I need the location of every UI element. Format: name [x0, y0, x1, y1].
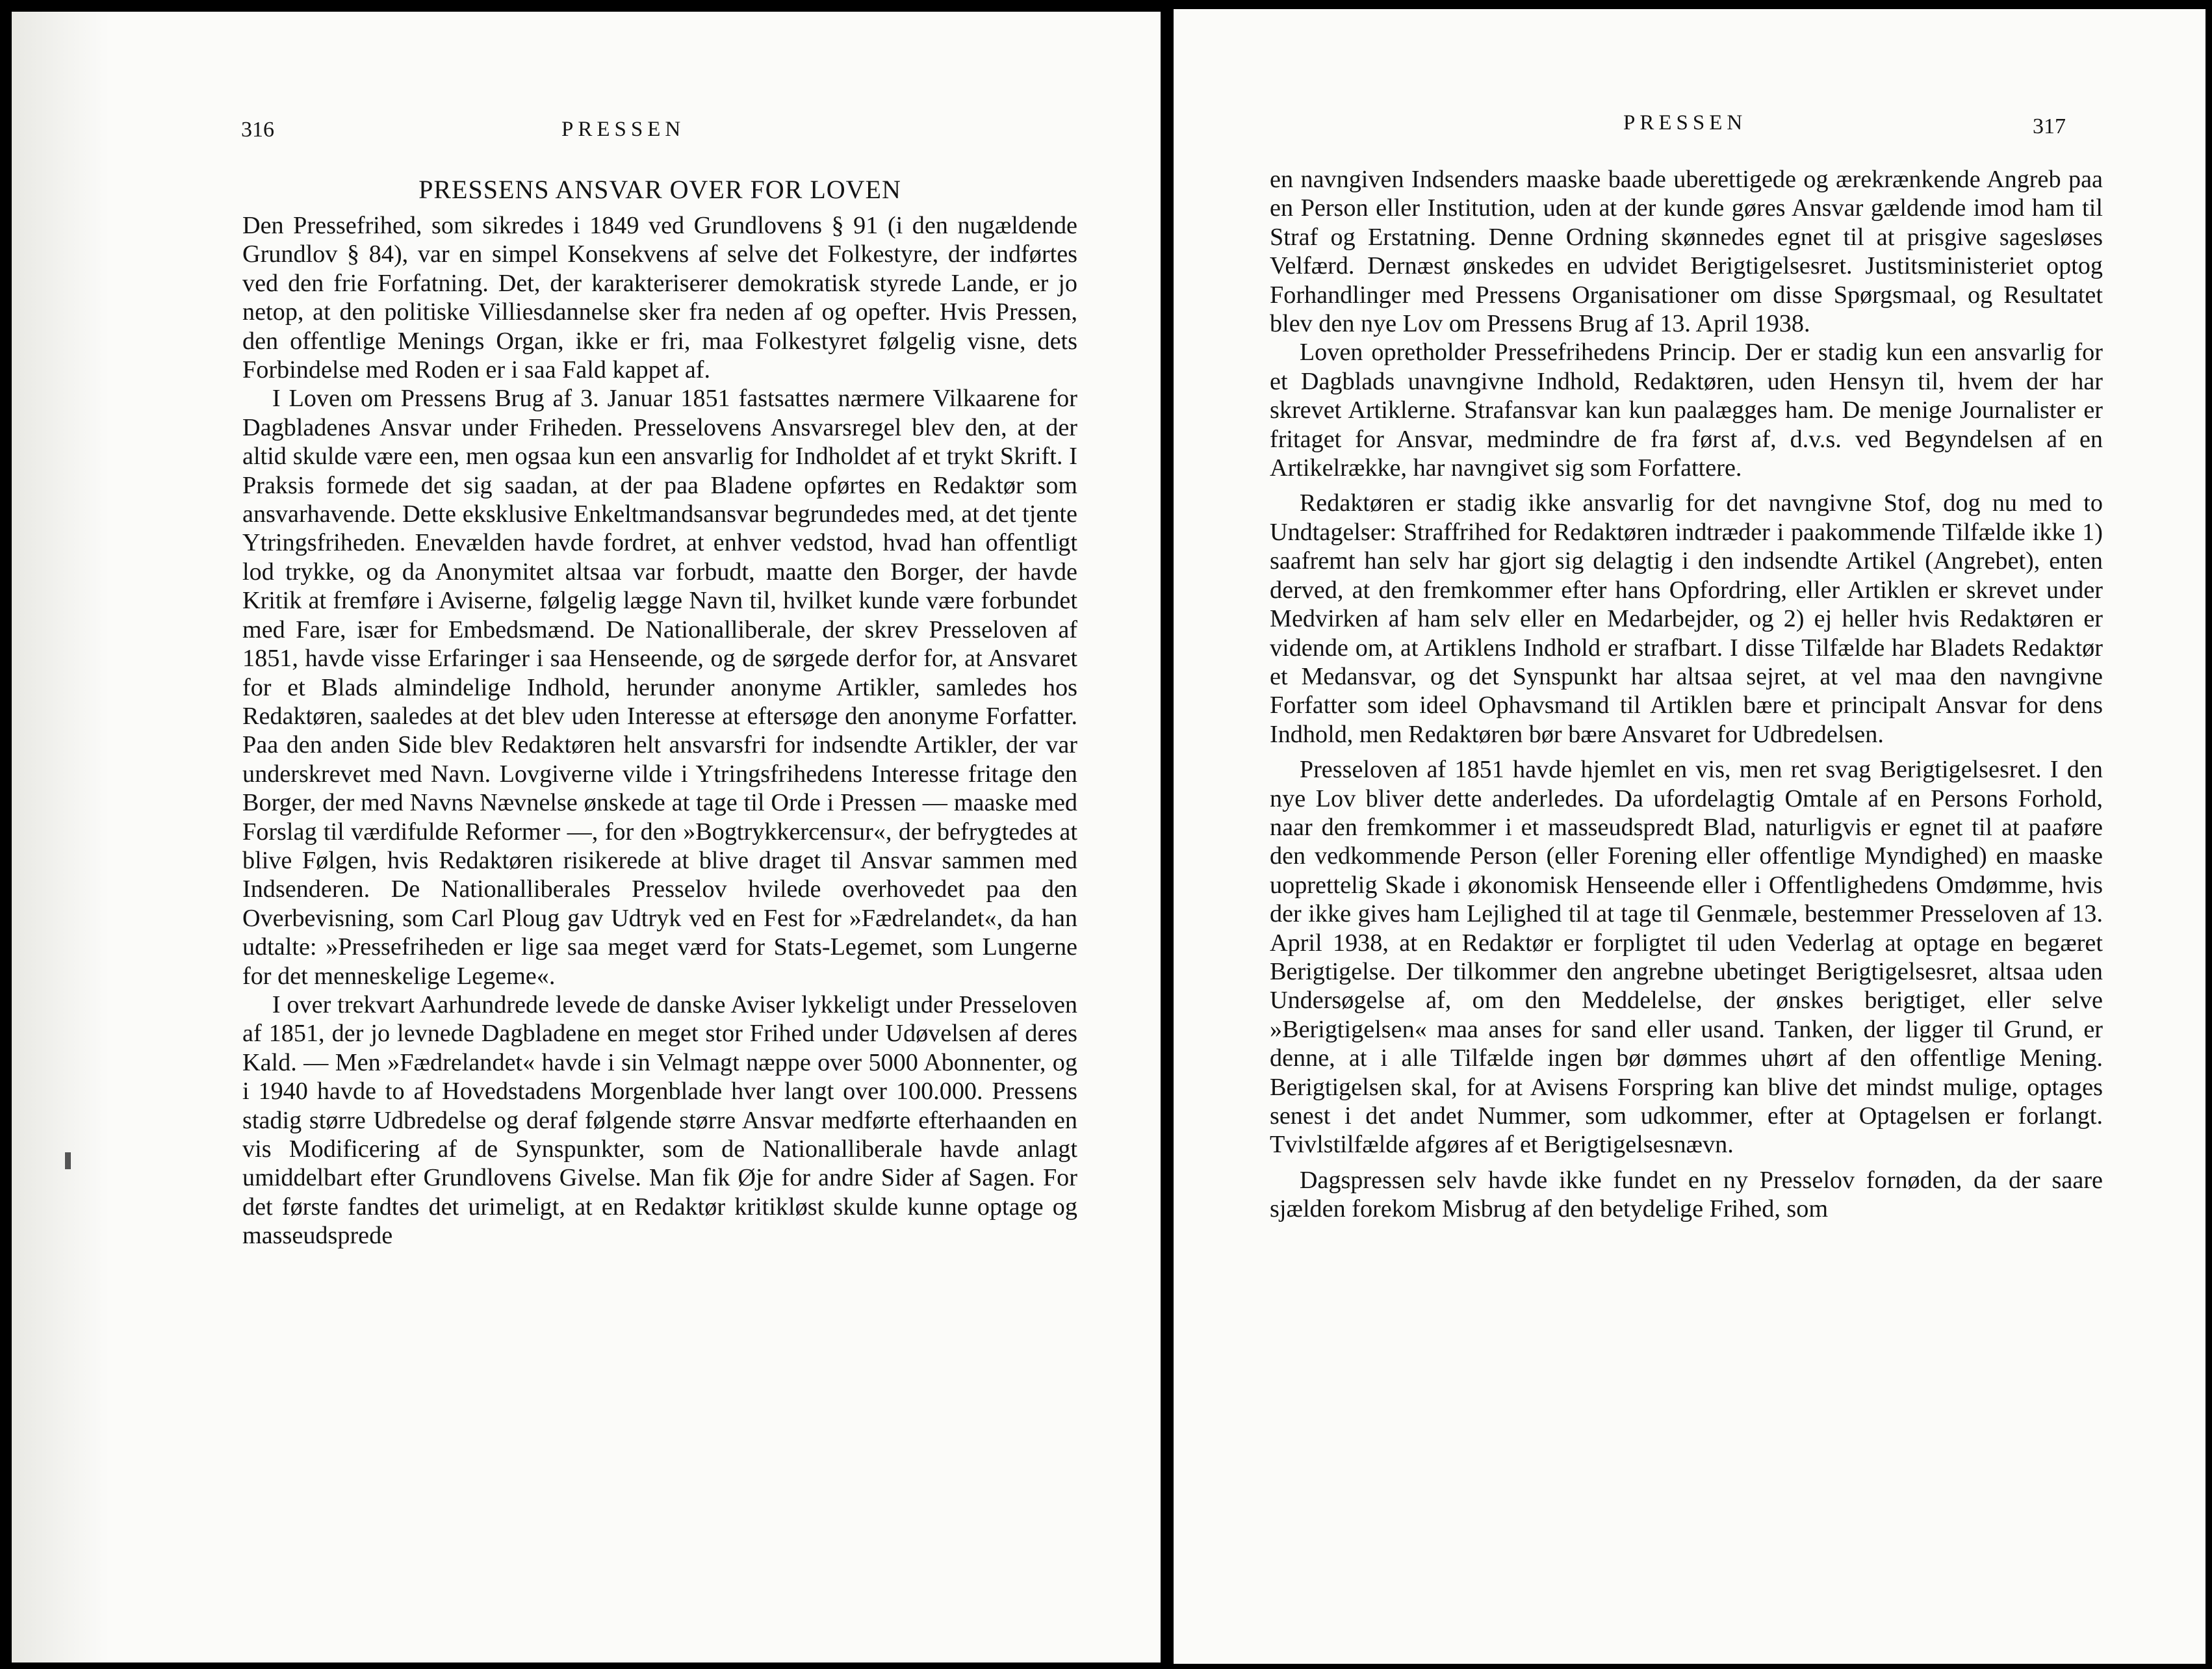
right-book-page: [1174, 9, 2206, 1664]
page-edge-shadow: [12, 12, 109, 1663]
paragraph: Presseloven af 1851 havde hjemlet en vis, men ret svag Berigtigelsesret. I den nye Lov bliver dette anderledes. Da ufordelagtig Omtale af en Persons Forhold, naar den fremkommer i et masseudspredt Blad, naturligvis er egnet til at paaføre den vedkommende Person (eller Forening eller offentlige Myndighed) en maaske uoprettelig Skade i økonomisk Henseende eller i Offentlighedens Omdømme, hvis der ikke gives ham Lejlighed til at tage til Genmæle, bestemmer Presseloven af 13. April 1938, at en Redaktør er forpligtet til uden Vederlag at optage en begæret Berigtigelse. Der tilkommer den angrebne ubetinget Berigtigelsesret, altsaa uden Undersøgelse af, om den Meddelelse, der ønskes berigtiget, eller selve »Berigtigelsen« maa anses for sand eller usand. Tanken, der ligger til Grund, er denne, at i alle Tilfælde ingen bør dømmes uhørt af den offentlige Mening. Berigtigelsen skal, for at Avisens Forspring kan blive det mindst mulige, optages senest i det andet Nummer, som udkommer, efter at Optagelsen er forlangt. Tvivlstilfælde afgøres af et Berigtigelsesnævn.: [1270, 756, 2103, 1159]
running-head-right: PRESSEN: [1623, 111, 1747, 135]
section-heading: PRESSENS ANSVAR OVER FOR LOVEN: [418, 175, 901, 204]
running-head-left: PRESSEN: [561, 118, 686, 141]
page-number-left: 316: [241, 118, 274, 142]
paragraph: Den Pressefrihed, som sikredes i 1849 ved Grundlovens § 91 (i den nugældende Grundlov § 84), var en simpel Konsekvens af selve det Folkestyre, der indførtes ved den frie Forfatning. Det, der karakteriserer demokratisk styrede Lande, er jo netop, at den politiske Villiesdannelse sker fra neden af og opefter. Hvis Pressen, den offentlige Menings Organ, ikke er fri, maa Folkestyret følgelig visne, dets Forbindelse med Roden er i saa Fald kappet af.: [242, 212, 1077, 384]
page-speck: [65, 1152, 71, 1169]
page-number-right: 317: [2033, 114, 2066, 138]
paragraph: Loven opretholder Pressefrihedens Princip. Der er stadig kun een ansvarlig for et Dagblads unavngivne Indhold, Redaktøren, uden Hensyn til, hvem der har skrevet Artiklerne. Strafansvar kan kun paalægges ham. De menige Journalister er fritaget for Ansvar, medmindre de fra først af, d.v.s. ved Begyndelsen af en Artikelrække, har navngivet sig som Forfattere.: [1270, 339, 2103, 482]
right-page-text: [1270, 165, 2103, 1224]
paragraph: en navngiven Indsenders maaske baade uberettigede og ærekrænkende Angreb paa en Person eller Institution, uden at der kunde gøres Ansvar gældende imod ham til Straf og Erstatning. Denne Ordning skønnedes egnet til at prisgive sagesløses Velfærd. Dernæst ønskedes en udvidet Berigtigelsesret. Justitsministeriet optog Forhandlinger med Pressens Organisationer om disse Spørgsmaal, og Resultatet blev den nye Lov om Pressens Brug af 13. April 1938.: [1270, 166, 2103, 338]
paragraph: I Loven om Pressens Brug af 3. Januar 1851 fastsattes nærmere Vilkaarene for Dagbladenes Ansvar under Friheden. Presselovens Ansvarsregel blev den, at der altid skulde være een, men ogsaa kun een ansvarlig for Indholdet af et trykt Skrift. I Praksis formede det sig saadan, at der paa Bladene opførtes en Redaktør som ansvarhavende. Dette eksklusive Enkeltmandsansvar begrundedes med, at det tjente Ytringsfriheden. Enevælden havde fordret, at enhver vedstod, hvad han offentligt lod trykke, og da Anonymitet altsaa var forbudt, maatte den Borger, der havde Kritik at fremføre i Aviserne, følgelig lægge Navn til, hvilket kunde være forbundet med Fare, især for Embedsmænd. De Nationalliberale, der skrev Presseloven af 1851, havde visse Erfaringer i saa Henseende, og de sørgede derfor for, at Ansvaret for et Blads almindelige Indhold, herunder anonyme Artikler, samledes hos Redaktøren, saaledes at det blev uden Interesse at eftersøge den anonyme Forfatter. Paa den anden Side blev Redaktøren helt ansvarsfri for indsendte Artikler, der var underskrevet med Navn. Lovgiverne vilde i Ytringsfrihedens Interesse fritage den Borger, der med Navns Nævnelse ønskede at tage til Orde i Pressen — maaske med Forslag til værdifulde Reformer —, for den »Bogtrykkercensur«, der befrygtedes at blive Følgen, hvis Redaktøren risikerede at blive draget til Ansvar sammen med Indsenderen. De Nationalliberales Presselov hvilede overhovedet paa den Overbevisning, som Carl Ploug gav Udtryk ved en Fest for »Fædrelandet«, da han udtalte: »Pressefriheden er lige saa meget værd for Stats-Legemet, som Lungerne for det menneskelige Legeme«.: [242, 385, 1077, 990]
paragraph: Dagspressen selv havde ikke fundet en ny Presselov fornøden, da der saare sjælden forekom Misbrug af den betydelige Frihed, som: [1270, 1166, 2103, 1223]
left-book-page: [12, 12, 1161, 1663]
paragraph: Redaktøren er stadig ikke ansvarlig for det navngivne Stof, dog nu med to Undtagelser: Straffrihed for Redaktøren indtræder i paakommende Tilfælde ikke 1) saafremt han selv har gjort sig delagtig i den indsendte Artikel (Angrebet), enten derved, at den fremkommer efter hans Opfordring, eller Artiklen er skrevet under Medvirken af ham selv eller en Medarbejder, og 2) ej heller hvis Redaktøren er vidende om, at Artiklens Indhold er strafbart. I disse Tilfælde har Bladets Redaktør et Medansvar, og det Synspunkt har altsaa sejret, at vel maa den navngivne Forfatter som ideel Ophavsmand til Artiklen bære et principalt Ansvar for dens Indhold, men Redaktøren bør bære Ansvaret for Udbredelsen.: [1270, 489, 2103, 748]
paragraph: I over trekvart Aarhundrede levede de danske Aviser lykkeligt under Presseloven af 1851, der jo levnede Dagbladene en meget stor Frihed under Udøvelsen af deres Kald. — Men »Fædrelandet« havde i sin Velmagt næppe over 5000 Abonnenter, og i 1940 havde to af Hovedstadens Morgenblade hver langt over 100.000. Pressens stadig større Udbredelse og deraf følgende større Ansvar medførte efterhaanden en vis Modificering af de Synspunkter, som de Nationalliberale havde anlagt umiddelbart efter Grundlovens Givelse. Man fik Øje for andre Sider af Sagen. For det første fandtes det urimeligt, at en Redaktør kritikløst skulde kunne optage og masseudsprede: [242, 990, 1077, 1250]
left-page-text: [242, 211, 1077, 1250]
